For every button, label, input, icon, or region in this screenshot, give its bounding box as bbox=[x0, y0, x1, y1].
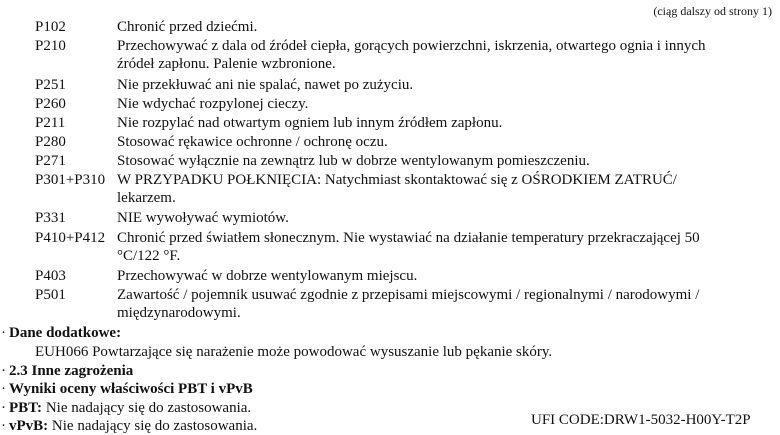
phrase-text bbox=[117, 95, 777, 113]
phrase-text-line: Stosować rękawice ochronne / ochronę oczu. bbox=[117, 134, 388, 150]
vpvb-value: Nie nadający się do zastosowania. bbox=[51, 418, 258, 434]
vpvb-row bbox=[0, 417, 257, 435]
phrase-code: P271 bbox=[35, 153, 66, 169]
phrase-code: P251 bbox=[35, 77, 66, 93]
phrase-code: P280 bbox=[35, 134, 66, 150]
phrase-text-line: Stosować wyłącznie na zewnątrz lub w dobrze wentylowanym pomieszczeniu. bbox=[117, 153, 590, 169]
phrase-text bbox=[117, 209, 777, 227]
phrase-text-line: °C/122 °F. bbox=[117, 248, 181, 264]
pbt-label: PBT: bbox=[9, 400, 43, 416]
phrase-text-line: Nie rozpylać nad otwartym ogniem lub innym źródłem zapłonu. bbox=[117, 115, 503, 131]
phrase-code: P211 bbox=[35, 115, 66, 131]
vpvb-label: vPvB: bbox=[9, 418, 49, 434]
section-2-3-heading: 2.3 Inne zagrożenia bbox=[9, 363, 134, 379]
phrase-code: P260 bbox=[35, 96, 66, 112]
phrase-text-line: Nie wdychać rozpylonej cieczy. bbox=[117, 96, 309, 112]
phrase-text-line: lekarzem. bbox=[117, 190, 176, 206]
phrase-text bbox=[117, 229, 777, 265]
phrase-text-line: międzynarodowymi. bbox=[117, 305, 241, 321]
pbt-assessment-heading: Wyniki oceny właściwości PBT i vPvB bbox=[9, 381, 253, 397]
bullet-dot: · bbox=[1, 325, 6, 341]
phrase-code: P331 bbox=[35, 210, 66, 226]
pbt-value: Nie nadający się do zastosowania. bbox=[45, 400, 252, 416]
phrase-text bbox=[117, 37, 777, 73]
phrase-text-line: Chronić przed dziećmi. bbox=[117, 19, 258, 35]
phrase-text-line: W PRZYPADKU POŁKNIĘCIA: Natychmiast skontaktować się z OŚRODKIEM ZATRUĆ/ bbox=[117, 172, 677, 188]
phrase-text bbox=[117, 152, 777, 170]
phrase-text bbox=[117, 76, 777, 94]
phrase-text-line: Przechowywać w dobrze wentylowanym miejscu. bbox=[117, 268, 418, 284]
phrase-code: P501 bbox=[35, 287, 66, 303]
phrase-text-line: Chronić przed światłem słonecznym. Nie wystawiać na działanie temperatury przekraczającej 50 bbox=[117, 230, 700, 246]
phrase-text bbox=[117, 267, 777, 285]
phrase-text-line: Zawartość / pojemnik usuwać zgodnie z przepisami miejscowymi / regionalnymi / narodowymi / bbox=[117, 287, 700, 303]
phrase-code: P102 bbox=[35, 19, 66, 35]
pbt-row bbox=[0, 399, 251, 417]
bullet-dot: · bbox=[1, 363, 6, 379]
phrase-text-line: źródeł zapłonu. Palenie wzbronione. bbox=[117, 56, 336, 72]
phrase-text-line: NIE wywoływać wymiotów. bbox=[117, 210, 289, 226]
bullet-dot: · bbox=[1, 418, 6, 434]
phrase-code: P301+P310 bbox=[35, 172, 106, 188]
bullet-dot: · bbox=[1, 381, 6, 397]
continued-note: (ciąg dalszy od strony 1) bbox=[653, 4, 772, 18]
euh066-statement: EUH066 Powtarzające się narażenie może powodować wysuszanie lub pękanie skóry. bbox=[35, 344, 553, 360]
pbt-assessment-heading-row bbox=[0, 380, 253, 398]
phrase-code: P210 bbox=[35, 38, 66, 54]
additional-info-heading: Dane dodatkowe: bbox=[9, 325, 122, 341]
phrase-text bbox=[117, 286, 777, 322]
phrase-code: P410+P412 bbox=[35, 230, 106, 246]
phrase-text bbox=[117, 18, 777, 36]
phrase-text bbox=[117, 171, 777, 207]
ufi-code: UFI CODE:DRW1-5032-H00Y-T2P bbox=[531, 412, 751, 428]
phrase-text bbox=[117, 114, 777, 132]
phrase-code: P403 bbox=[35, 268, 66, 284]
bullet-dot: · bbox=[1, 400, 6, 416]
section-2-3-heading-row bbox=[0, 362, 133, 380]
phrase-text bbox=[117, 133, 777, 151]
phrase-text-line: Nie przekłuwać ani nie spalać, nawet po zużyciu. bbox=[117, 77, 414, 93]
phrase-text-line: Przechowywać z dala od źródeł ciepła, gorących powierzchni, iskrzenia, otwartego ognia i innych bbox=[117, 38, 706, 54]
additional-info-heading-row bbox=[0, 324, 121, 342]
